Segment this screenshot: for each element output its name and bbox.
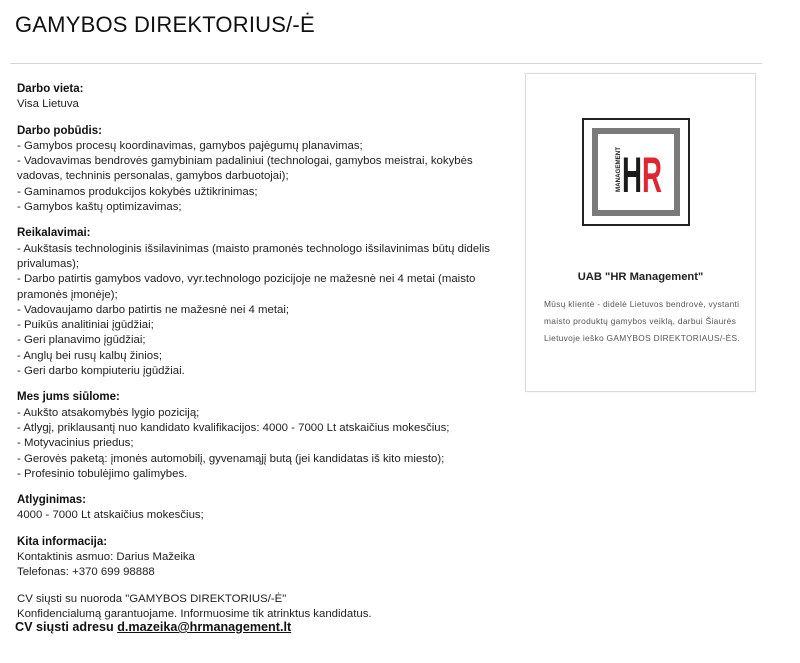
list-item: - Gamybos procesų koordinavimas, gamybos pajėgumų planavimas; [17, 139, 363, 152]
list-item: - Darbo patirtis gamybos vadovo, vyr.technologo pozicijoje ne mažesnė nei 4 metai (maisto pramonės įmonėje); [17, 273, 476, 301]
list-item: - Puikūs analitiniai įgūdžiai; [17, 319, 154, 332]
salary-heading: Atlyginimas: [17, 494, 87, 507]
salary-value: 4000 - 7000 Lt atskaičius mokesčius; [17, 509, 204, 522]
list-item: - Gaminamos produkcijos kokybės užtikrinimas; [17, 185, 258, 198]
list-item: - Vadovavimas bendrovės gamybiniam padaliniui (technologai, gamybos meistrai, kokybės vadovas, techninis personalas, gamybos darbuotojai); [17, 155, 473, 183]
list-item: - Profesinio tobulėjimo galimybes. [17, 467, 188, 480]
location-heading: Darbo vieta: [17, 83, 84, 95]
cv-reference-note: CV siųsti su nuoroda "GAMYBOS DIREKTORIUS/-Ė" [17, 592, 287, 605]
cv-email-link[interactable]: d.mazeika@hrmanagement.lt [117, 620, 292, 634]
list-item: - Motyvacinius priedus; [17, 437, 134, 450]
confidentiality-note: Konfidencialumą garantuojame. Informuosime tik atrinktus kandidatus. [17, 607, 372, 620]
requirements-section [17, 226, 512, 379]
list-item: - Geri planavimo įgūdžiai; [17, 334, 146, 347]
list-item: - Aukšto atsakomybės lygio poziciją; [17, 406, 200, 419]
duties-list [17, 139, 512, 215]
cv-email-line [15, 620, 291, 634]
contact-person: Kontaktinis asmuo: Darius Mažeika [17, 551, 195, 564]
cv-label: CV siųsti adresu [15, 620, 114, 634]
company-name: UAB "HR Management" [577, 271, 704, 283]
offer-heading: Mes jums siūlome: [17, 391, 120, 404]
list-item: - Atlygį, priklausantį nuo kandidato kvalifikacijos: 4000 - 7000 Lt atskaičius mokesčius; [17, 421, 450, 434]
list-item: - Anglų bei rusų kalbų žinios; [17, 349, 162, 362]
logo-frame [592, 128, 680, 216]
company-description: Mūsų klientė - didelė Lietuvos bendrovė, vystanti maisto produktų gamybos veiklą, darbui Šiaurės Lietuvoje ieško GAMYBOS DIREKTORIAUS/-ĖS. [544, 299, 740, 343]
company-card [525, 73, 756, 392]
location-value: Visa Lietuva [17, 98, 79, 111]
logo-letters: H [622, 147, 659, 203]
other-info-section [17, 535, 512, 581]
job-description [17, 82, 512, 633]
list-item: - Aukštasis technologinis išsilavinimas (maisto pramonės technologo išsilavinimas būtų didelis privalumas); [17, 242, 490, 270]
location-section [17, 82, 512, 113]
company-logo [582, 118, 690, 226]
logo-side-text: MANAGEMENT [615, 146, 622, 192]
list-item: - Vadovaujamo darbo patirtis ne mažesnė nei 4 metai; [17, 303, 290, 316]
requirements-heading: Reikalavimai: [17, 227, 91, 240]
salary-section [17, 493, 512, 524]
hr-logo-icon [598, 134, 674, 210]
list-item: - Geri darbo kompiuteriu įgūdžiai. [17, 365, 185, 378]
offer-section [17, 390, 512, 482]
duties-section [17, 124, 512, 216]
offer-list [17, 406, 512, 482]
page-title: GAMYBOS DIREKTORIUS/-Ė [15, 12, 315, 37]
list-item: - Gamybos kaštų optimizavimas; [17, 201, 182, 214]
title-divider [10, 63, 762, 64]
duties-heading: Darbo pobūdis: [17, 124, 102, 137]
closing-section [17, 592, 512, 623]
contact-phone: Telefonas: +370 699 98888 [17, 566, 155, 579]
other-info-heading: Kita informacija: [17, 535, 108, 548]
requirements-list [17, 242, 512, 380]
list-item: - Gerovės paketą: įmonės automobilį, gyvenamąjį butą (jei kandidatas iš kito miesto); [17, 452, 445, 465]
